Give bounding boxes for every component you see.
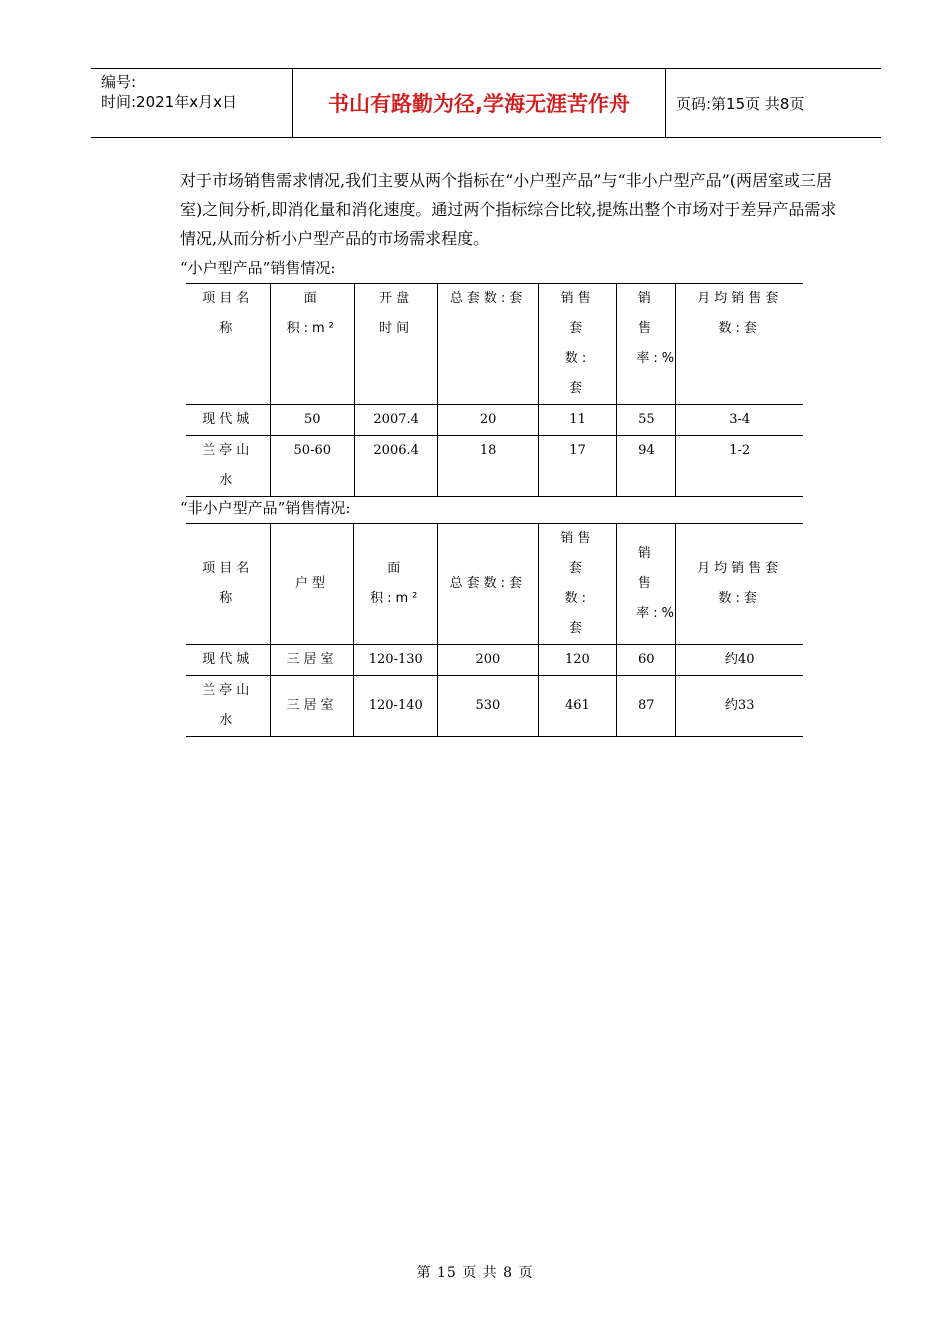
large-unit-caption: “非小户型产品”销售情况:	[180, 499, 351, 517]
table-cell: 530	[438, 676, 539, 737]
table-header-cell: 项目名称	[186, 524, 270, 645]
table-header-cell: 销售率:%	[617, 284, 676, 405]
table-cell: 120	[538, 645, 616, 676]
table-cell: 兰亭山水	[186, 676, 270, 737]
table-cell: 2006.4	[355, 436, 438, 497]
table-cell: 现代城	[186, 405, 270, 436]
table-header-cell: 月均销售套数:套	[676, 524, 803, 645]
intro-paragraph: 对于市场销售需求情况,我们主要从两个指标在“小户型产品”与“非小户型产品”(两居室或三居室)之间分析,即消化量和消化速度。通过两个指标综合比较,提炼出整个市场对于差异产品需求情况,从而分析小户型产品的市场需求程度。	[180, 171, 837, 248]
table-cell: 461	[538, 676, 616, 737]
table-cell: 三居室	[270, 645, 354, 676]
table-row	[186, 436, 803, 497]
table-header-cell: 开盘时间	[355, 284, 438, 405]
table-cell: 三居室	[270, 676, 354, 737]
table-cell: 120-140	[354, 676, 438, 737]
table-cell: 60	[617, 645, 676, 676]
table-cell: 约40	[676, 645, 803, 676]
table-cell: 现代城	[186, 645, 270, 676]
table-cell: 120-130	[354, 645, 438, 676]
table-row	[186, 405, 803, 436]
date-label: 时间:2021年x月x日	[101, 93, 237, 111]
table-header-row	[186, 284, 803, 405]
table-cell: 3-4	[676, 405, 803, 436]
table-cell: 94	[617, 436, 676, 497]
table-row	[186, 676, 803, 737]
table-header-cell: 面积:m²	[270, 284, 354, 405]
table-cell: 11	[538, 405, 616, 436]
table-cell: 200	[438, 645, 539, 676]
table-header-cell: 项目名称	[186, 284, 270, 405]
small-unit-caption: “小户型产品”销售情况:	[180, 259, 336, 277]
table-cell: 17	[538, 436, 616, 497]
table-header-cell: 销售套数:套	[538, 524, 616, 645]
large-unit-sales-table	[186, 523, 803, 737]
table-header-cell: 总套数:套	[438, 284, 539, 405]
number-label: 编号:	[101, 73, 137, 91]
table-cell: 1-2	[676, 436, 803, 497]
header-meta	[91, 69, 293, 137]
table-cell: 约33	[676, 676, 803, 737]
table-header-cell: 户型	[270, 524, 354, 645]
table-cell: 50-60	[270, 436, 354, 497]
table-cell: 2007.4	[355, 405, 438, 436]
table-cell: 兰亭山水	[186, 436, 270, 497]
table-header-cell: 总套数:套	[438, 524, 539, 645]
table-cell: 50	[270, 405, 354, 436]
table-cell: 18	[438, 436, 539, 497]
table-header-cell: 销售套数:套	[538, 284, 616, 405]
header-page-label: 页码:第15页 共8页	[676, 94, 805, 113]
table-row	[186, 645, 803, 676]
table-cell: 87	[617, 676, 676, 737]
header-motto: 书山有路勤为径,学海无涯苦作舟	[293, 69, 666, 137]
table-cell: 55	[617, 405, 676, 436]
page-header	[91, 68, 881, 138]
small-unit-sales-table	[186, 283, 803, 497]
table-header-row	[186, 524, 803, 645]
table-header-cell: 销售率:%	[617, 524, 676, 645]
table-cell: 20	[438, 405, 539, 436]
page-footer: 第 15 页 共 8 页	[416, 1265, 534, 1281]
table-header-cell: 面积:m²	[354, 524, 438, 645]
table-header-cell: 月均销售套数:套	[676, 284, 803, 405]
